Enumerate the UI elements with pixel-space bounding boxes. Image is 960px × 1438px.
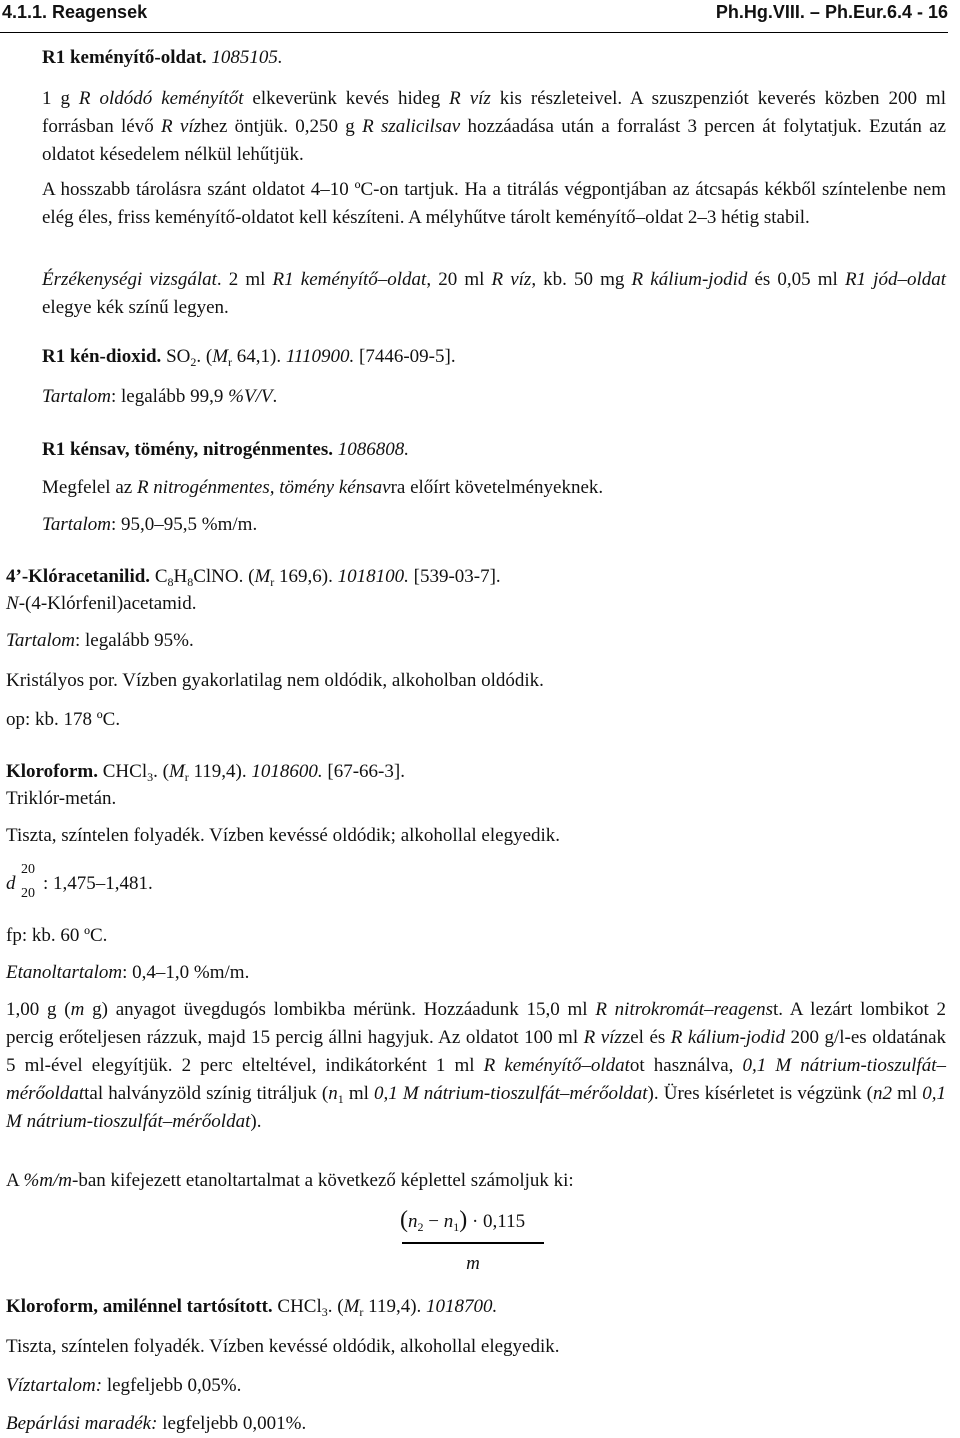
kloracetanilid-synonym: N-(4-Klórfenil)acetamid.: [6, 593, 197, 614]
kloroform-amilen-title: Kloroform, amilénnel tartósított. CHCl$_3$. ($M_r$ 119,4). 1018700.: [6, 1296, 498, 1319]
formula-numerator: $(n_2 - n_1) \cdot 0,115$: [400, 1207, 526, 1234]
header-page-ref: Ph.Hg.VIII. – Ph.Eur.6.4 - 16: [715, 2, 948, 22]
kloroform-etanol-content: Etanoltartalom: 0,4–1,0 %m/m.: [6, 962, 250, 983]
fraction-bar: [402, 1242, 544, 1244]
kloracetanilid-description: Kristályos por. Vízben gyakorlatilag nem oldódik, alkoholban oldódik.: [6, 670, 544, 691]
kloroform-boiling-point: fp: kb. 60 ºC.: [6, 925, 108, 946]
r1-kensav-title: R1 kénsav, tömény, nitrogénmentes. 1086808.: [42, 439, 409, 460]
kloroform-description: Tiszta, színtelen folyadék. Vízben kevéssé oldódik; alkohollal elegyedik.: [6, 825, 561, 846]
kloroform-amilen-residue: Bepárlási maradék: legfeljebb 0,001%.: [6, 1413, 307, 1434]
kloroform-synonym: Triklór-metán.: [6, 788, 117, 809]
page-header: [0, 0, 948, 33]
r1-ken-dioxid-content: Tartalom: legalább 99,9 %V/V.: [42, 386, 278, 407]
kloracetanilid-melting-point: op: kb. 178 ºC.: [6, 709, 121, 730]
etanol-formula: [400, 1206, 546, 1278]
kloroform-title: Kloroform. CHCl$_3$. ($M_r$ 119,4). 1018600. [67-66-3].: [6, 761, 405, 784]
r1-kensav-content: Tartalom: 95,0–95,5 %m/m.: [42, 514, 258, 535]
r1-kensav-requirement: Megfelel az R nitrogénmentes, tömény kénsavra előírt követelményeknek.: [42, 477, 604, 498]
kloroform-amilen-description: Tiszta, színtelen folyadék. Vízben kevéssé oldódik, alkohollal elegyedik.: [6, 1336, 560, 1357]
formula-denominator: m: [466, 1253, 480, 1274]
r1-kemenyito-storage: A hosszabb tárolásra szánt oldatot 4–10 ºC-on tartjuk. Ha a titrálás végpontjában az átcsapás kékből színtelenbe nem elég éles, friss keményítő-oldatot kell készíteni. A mélyhűtve tárolt keményítő–oldat 2–3 hétig stabil.: [42, 179, 946, 228]
kloracetanilid-title: 4’-Klóracetanilid. $C_8H_8ClNO$. ($M_r$ 169,6). 1018100. [539-03-7].: [6, 566, 501, 589]
r1-kemenyito-sensitivity: Érzékenységi vizsgálat. 2 ml R1 keményítő–oldat, 20 ml R víz, kb. 50 mg R kálium-jodid és 0,05 ml R1 jód–oldat elegye kék színű legyen.: [42, 269, 947, 318]
kloroform-amilen-water-content: Víztartalom: legfeljebb 0,05%.: [6, 1375, 242, 1396]
kloroform-method: 1,00 g (m g) anyagot üvegdugós lombikba mérünk. Hozzáadunk 15,0 ml R nitrokromát–reagenst. A lezárt lombikot 2 percig erőteljesen rázzuk, majd 15 percig állni hagyjuk. Az oldatot 100 ml R vízzel és R kálium-jodid 200 g/l-es oldatának 5 ml-ével elegyítjük. 2 perc elteltével, indikátorként 1 ml R keményítő–oldatot használva, 0,1 M nátrium-tioszulfát–mérőoldattal halványzöld színig titráljuk ($n_1$ ml 0,1 M nátrium-tioszulfát–mérőoldat). Üres kísérletet is végzünk (n2 ml 0,1 M nátrium-tioszulfát–mérőoldat).: [6, 999, 947, 1132]
r1-kemenyito-preparation: 1 g R oldódó keményítőt elkeverünk kevés hideg R víz kis részleteivel. A szuszpenziót keverés közben 200 ml forrásban lévő R vízhez öntjük. 0,250 g R szalicilsav hozzáadása után a forralást 3 percen át folytatjuk. Ezután az oldatot késedelem nélkül lehűtjük.: [42, 88, 946, 165]
kloroform-density: d 20 20 : 1,475–1,481.: [6, 862, 153, 901]
r1-ken-dioxid-title: R1 kén-dioxid. $SO_2$. ($M_r$ 64,1). 1110900. [7446-09-5].: [42, 346, 456, 369]
kloroform-calc-intro: A %m/m-ban kifejezett etanoltartalmat a következő képlettel számoljuk ki:: [6, 1170, 574, 1191]
kloracetanilid-content: Tartalom: legalább 95%.: [6, 630, 194, 651]
header-section-title: 4.1.1. Reagensek: [2, 2, 148, 22]
r1-kemenyito-title: R1 keményítő-oldat. 1085105.: [42, 47, 283, 68]
